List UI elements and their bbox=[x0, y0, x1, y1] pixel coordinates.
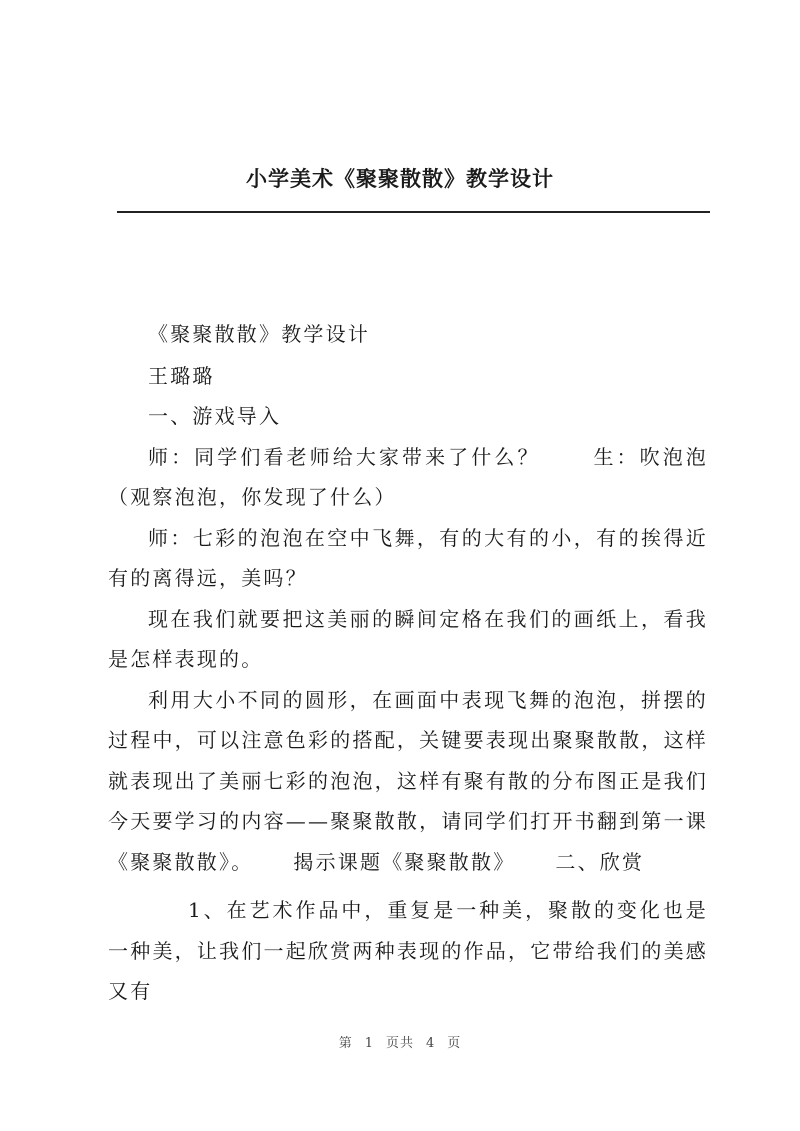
paragraph: 1、在艺术作品中，重复是一种美，聚散的变化也是一种美，让我们一起欣赏两种表现的作品，它带给我们的美感又有 bbox=[108, 898, 708, 1003]
section-heading-1: 一、游戏导入 bbox=[148, 404, 282, 428]
paragraph: 师：七彩的泡泡在空中飞舞，有的大有的小，有的挨得近有的离得远，美吗？ bbox=[108, 525, 708, 590]
author-name: 王璐璐 bbox=[148, 363, 215, 388]
footer-label: 页 bbox=[447, 1036, 462, 1051]
total-page-count: 4 bbox=[426, 1036, 436, 1051]
footer-label: 第 bbox=[338, 1036, 353, 1051]
student-line: 生：吹泡泡（观察泡泡，你发现了什么） bbox=[108, 444, 708, 509]
paragraph: 现在我们就要把这美丽的瞬间定格在我们的画纸上，看我是怎样表现的。 bbox=[108, 606, 708, 671]
dialogue-paragraph bbox=[108, 437, 708, 518]
paragraph bbox=[108, 680, 708, 883]
section-heading-2: 二、欣赏 bbox=[555, 849, 645, 874]
document-body bbox=[108, 314, 708, 1012]
title-divider bbox=[117, 211, 710, 213]
paragraph-text: 利用大小不同的圆形，在画面中表现飞舞的泡泡，拼摆的过程中，可以注意色彩的搭配，关键要表现出聚聚散散，这样就表现出了美丽七彩的泡泡，这样有聚有散的分布图正是我们今天要学习的内容——聚聚散散，请同学们打开书翻到第一课《聚聚散散》。 bbox=[108, 687, 708, 874]
page-footer bbox=[0, 1032, 800, 1051]
current-page-number: 1 bbox=[364, 1036, 374, 1051]
page-title: 小学美术《聚聚散散》教学设计 bbox=[246, 166, 554, 191]
topic-reveal: 揭示课题《聚聚散散》 bbox=[293, 849, 516, 874]
doc-subtitle: 《聚聚散散》教学设计 bbox=[148, 322, 370, 346]
teacher-line: 师：同学们看老师给大家带来了什么？ bbox=[148, 444, 541, 469]
footer-label: 页共 bbox=[385, 1036, 414, 1051]
